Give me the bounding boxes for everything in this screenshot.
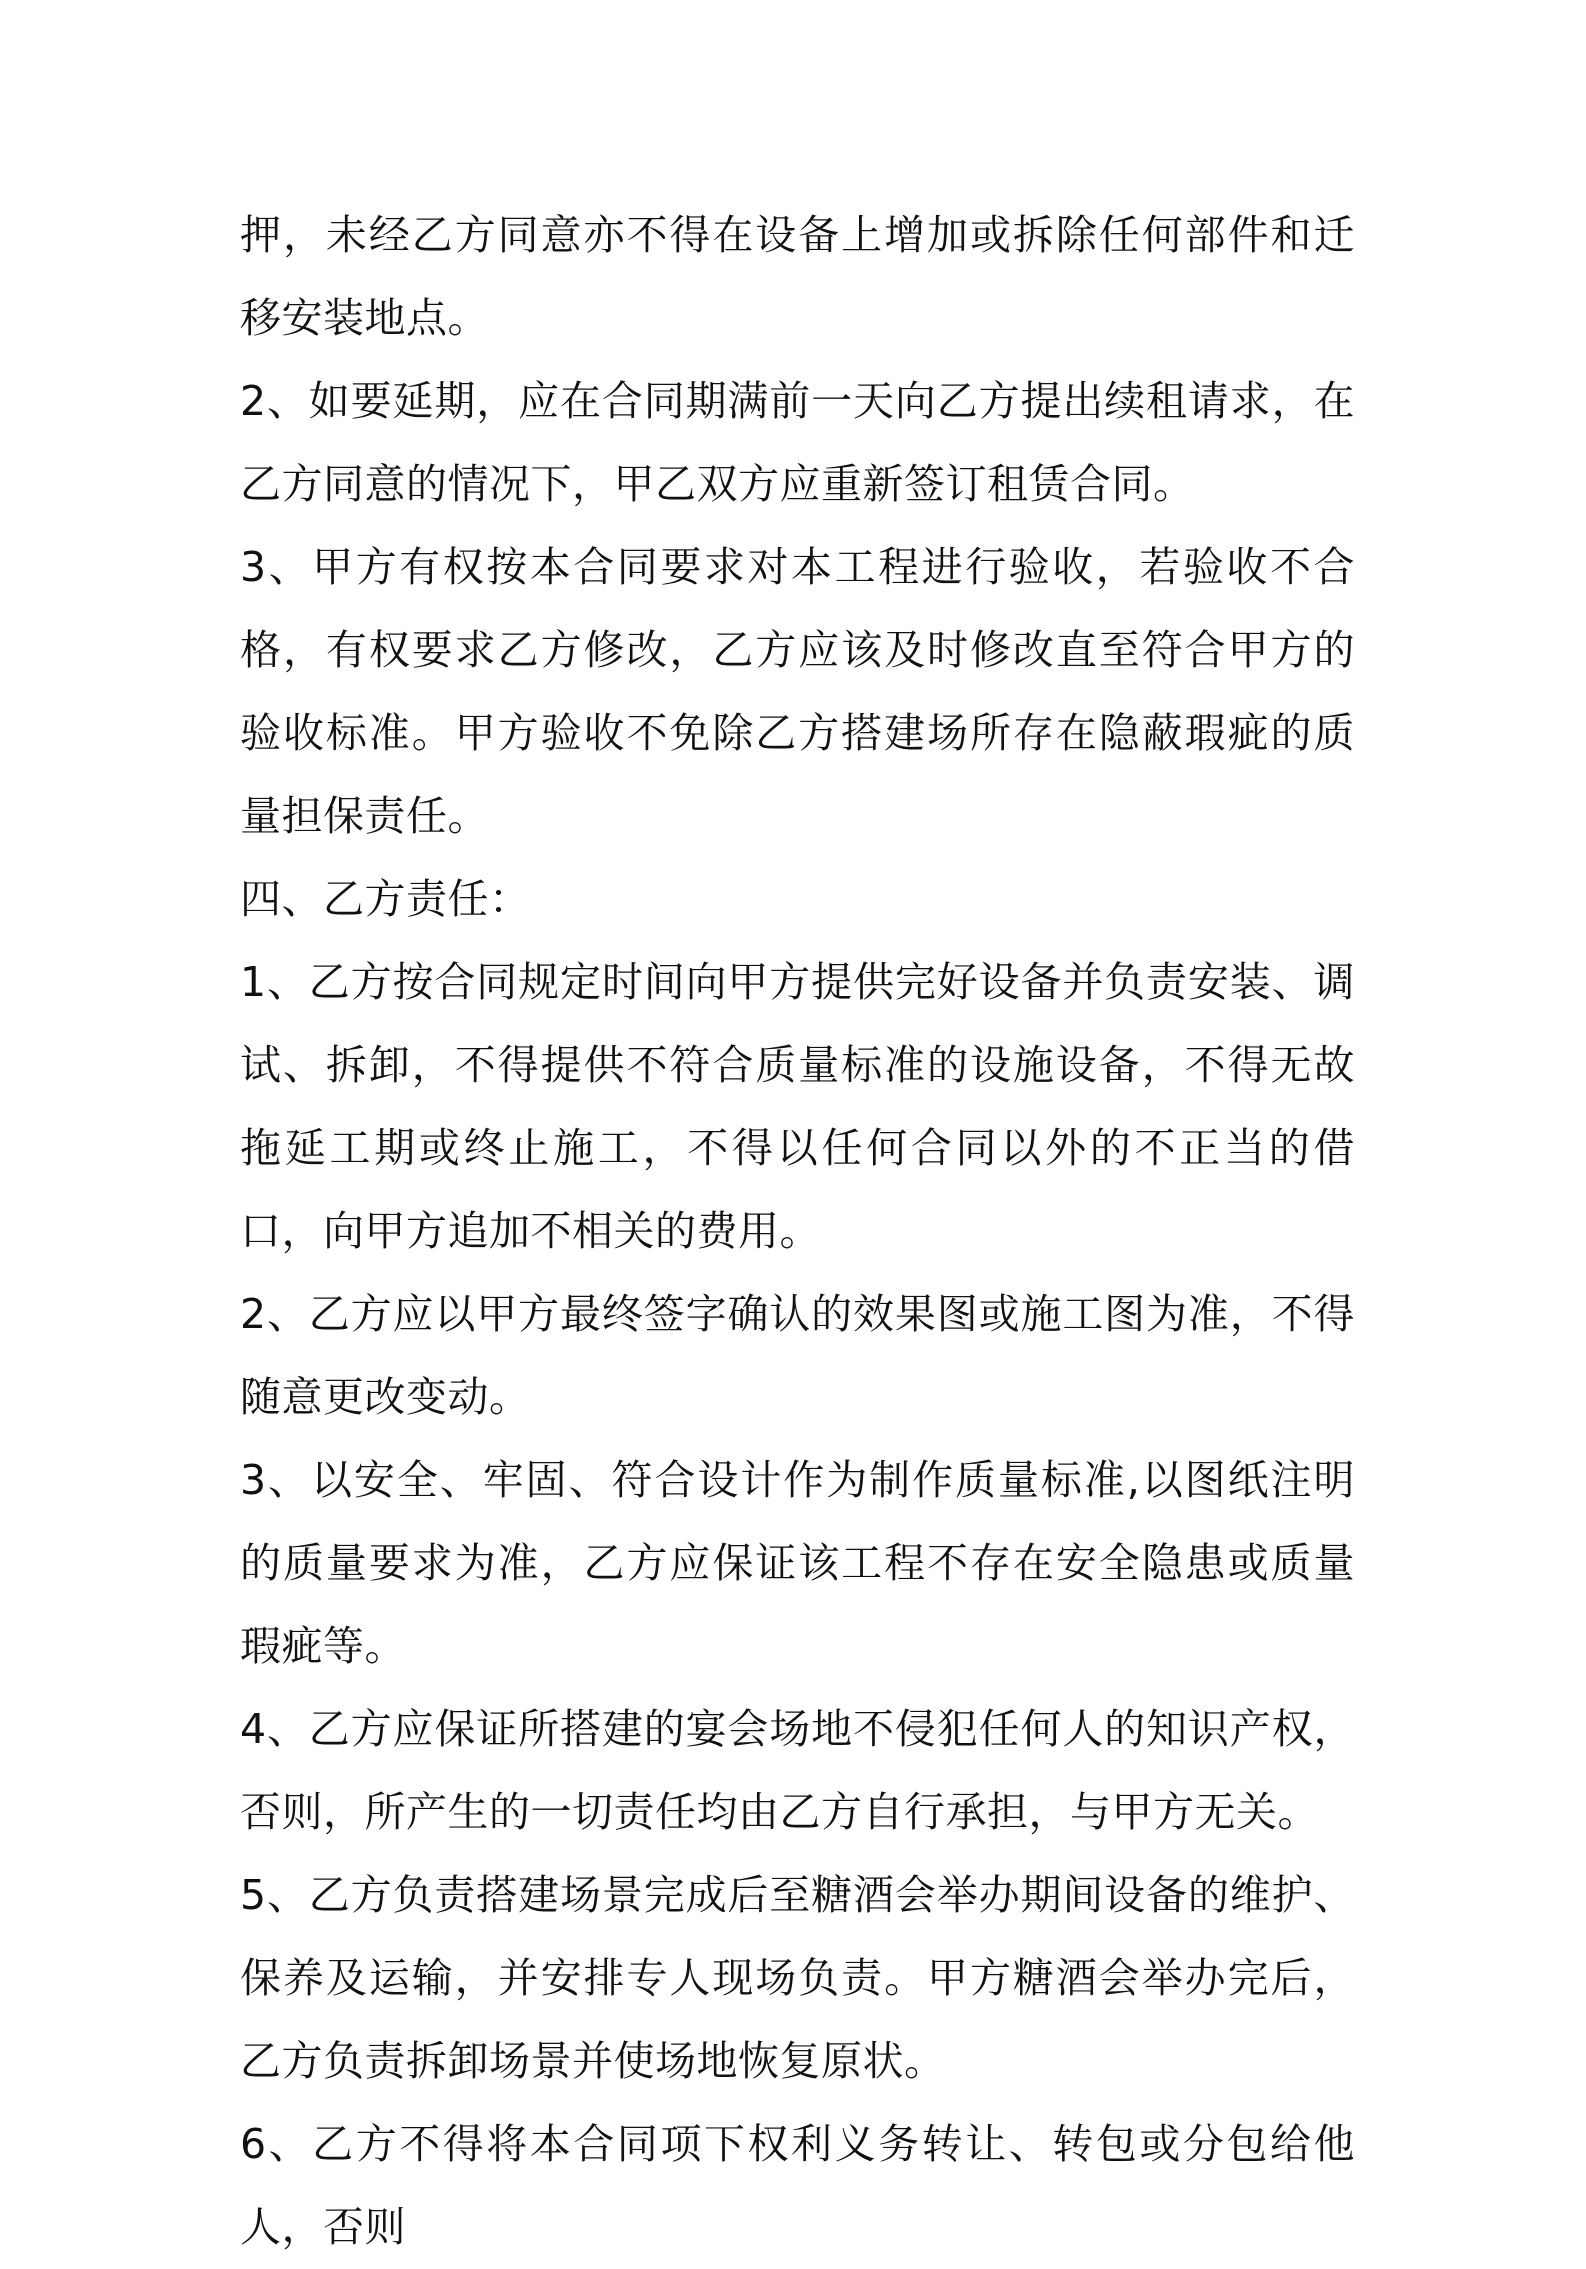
contract-text — [240, 194, 1355, 2269]
clause-b2-design: 2、乙方应以甲方最终签字确认的效果图或施工图为准，不得随意更改变动。 — [240, 1290, 1355, 1421]
clause-2-extension: 2、如要延期，应在合同期满前一天向乙方提出续租请求，在乙方同意的情况下，甲乙双方应重新签订租赁合同。 — [240, 377, 1355, 508]
clause-b3-quality: 3、以安全、牢固、符合设计作为制作质量标准,以图纸注明的质量要求为准，乙方应保证该工程不存在安全隐患或质量瑕疵等。 — [240, 1456, 1355, 1670]
section-heading-party-b-duties: 四、乙方责任： — [240, 875, 531, 923]
clause-b4-ip: 4、乙方应保证所搭建的宴会场地不侵犯任何人的知识产权，否则，所产生的一切责任均由乙方自行承担，与甲方无关。 — [240, 1705, 1355, 1836]
clause-b5-maintenance: 5、乙方负责搭建场景完成后至糖酒会举办期间设备的维护、保养及运输，并安排专人现场负责。甲方糖酒会举办完后，乙方负责拆卸场景并使场地恢复原状。 — [240, 1871, 1355, 2085]
clause-b1-equipment: 1、乙方按合同规定时间向甲方提供完好设备并负责安装、调试、拆卸，不得提供不符合质量标准的设施设备，不得无故拖延工期或终止施工，不得以任何合同以外的不正当的借口，向甲方追加不相关的费用。 — [240, 958, 1355, 1255]
clause-3-acceptance: 3、甲方有权按本合同要求对本工程进行验收，若验收不合格，有权要求乙方修改，乙方应该及时修改直至符合甲方的验收标准。甲方验收不免除乙方搭建场所存在隐蔽瑕疵的质量担保责任。 — [240, 543, 1355, 840]
paragraph-continuation: 押，未经乙方同意亦不得在设备上增加或拆除任何部件和迁移安装地点。 — [240, 211, 1355, 342]
clause-b6-no-transfer: 6、乙方不得将本合同项下权利义务转让、转包或分包给他人，否则 — [240, 2120, 1355, 2251]
